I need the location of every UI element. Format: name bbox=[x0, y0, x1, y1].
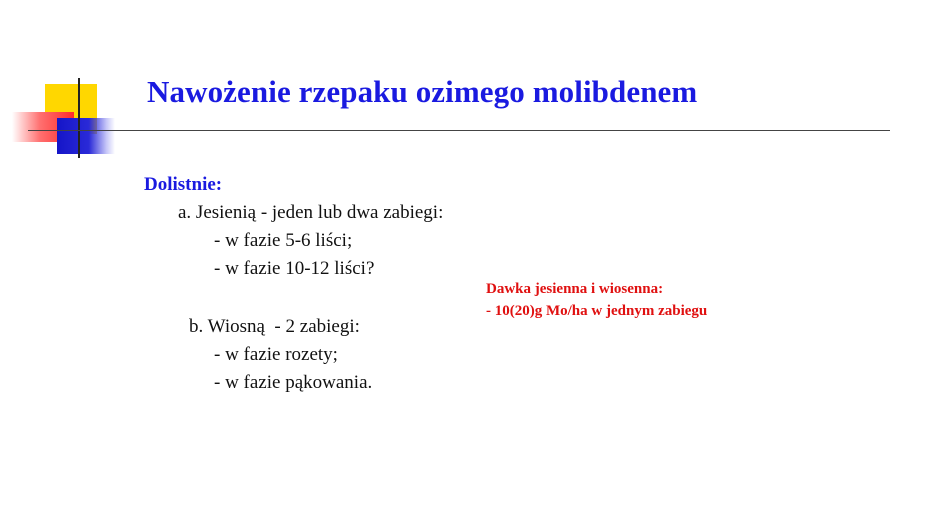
title-underline bbox=[28, 130, 890, 131]
spring-label: b. Wiosną - 2 zabiegi: bbox=[189, 316, 360, 337]
dose-note-title: Dawka jesienna i wiosenna: bbox=[486, 281, 664, 297]
dose-note bbox=[486, 278, 707, 322]
logo-blue-square bbox=[57, 118, 115, 154]
logo-vertical-line bbox=[78, 78, 80, 158]
autumn-label: a. Jesienią - jeden lub dwa zabiegi: bbox=[178, 202, 444, 223]
dose-note-value: - 10(20)g Mo/ha w jednym zabiegu bbox=[486, 303, 708, 319]
autumn-item: - w fazie 10-12 liści? bbox=[214, 258, 375, 279]
section-heading: Dolistnie: bbox=[144, 174, 223, 195]
spring-item: - w fazie rozety; bbox=[214, 344, 338, 365]
spring-item: - w fazie pąkowania. bbox=[214, 372, 373, 393]
autumn-item: - w fazie 5-6 liści; bbox=[214, 230, 353, 251]
slide-title: Nawożenie rzepaku ozimego molibdenem bbox=[147, 74, 698, 109]
